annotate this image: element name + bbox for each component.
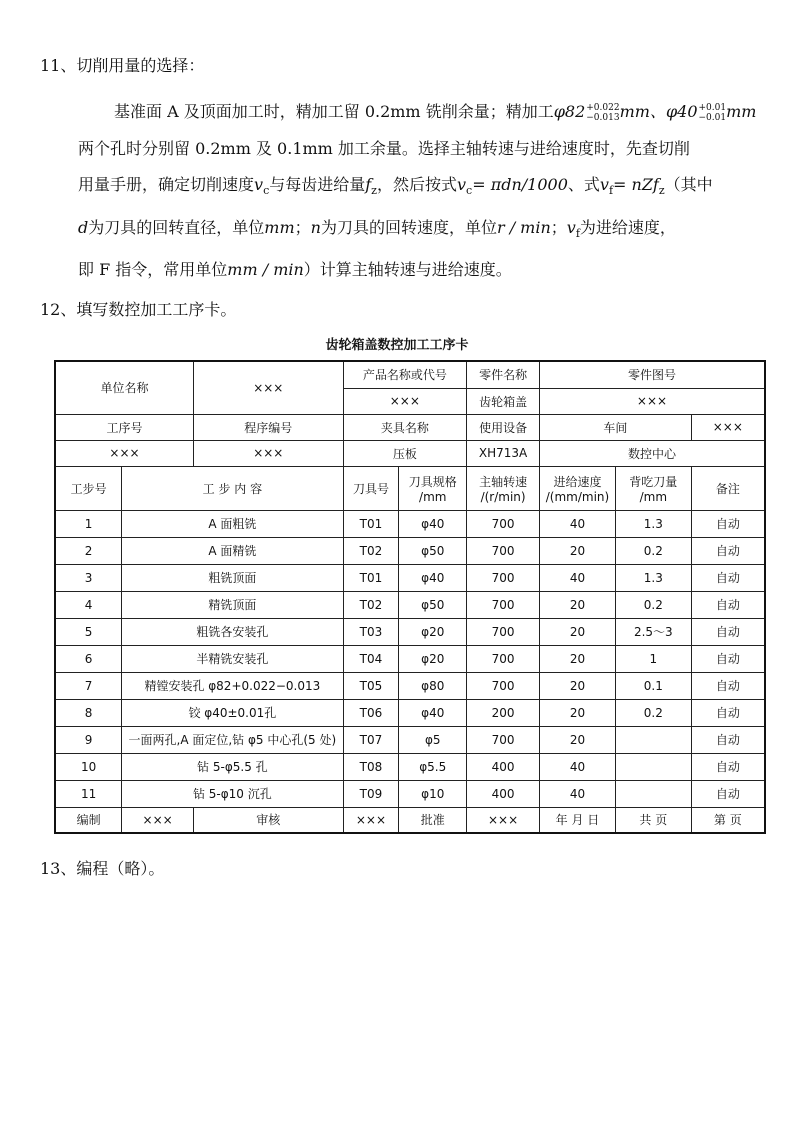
- editor-label: 编制: [55, 807, 122, 833]
- tool-spec-cell: φ50: [399, 591, 467, 618]
- formula-rest: = nZf: [613, 175, 659, 194]
- col-depth-label: 背吃刀量: [629, 474, 678, 489]
- reviewer-value: ×××: [343, 807, 399, 833]
- remark-cell: 自动: [691, 753, 765, 780]
- feed-rate-cell: 40: [540, 564, 616, 591]
- product-value: ×××: [343, 388, 467, 414]
- subscript: f: [575, 226, 580, 240]
- feed-rate-cell: 40: [540, 780, 616, 807]
- unit-name-label: 单位名称: [55, 361, 194, 414]
- symbol-vc: v: [254, 175, 264, 194]
- depth-of-cut-cell: 1.3: [615, 510, 691, 537]
- feed-rate-cell: 20: [540, 726, 616, 753]
- tool-no-cell: T02: [343, 591, 399, 618]
- col-spindle-label: 主轴转速: [479, 474, 528, 489]
- page-no: 第 页: [691, 807, 765, 833]
- step-row: [55, 672, 765, 699]
- para-text: 即 F 指令，常用单位: [78, 260, 228, 280]
- depth-of-cut-cell: 0.2: [615, 591, 691, 618]
- depth-of-cut-cell: [615, 780, 691, 807]
- depth-of-cut-cell: 0.1: [615, 672, 691, 699]
- para-text: ；: [294, 217, 311, 237]
- step-no-cell: 3: [55, 564, 122, 591]
- tool-spec-cell: φ5.5: [399, 753, 467, 780]
- editor-value: ×××: [122, 807, 194, 833]
- tool-spec-cell: φ50: [399, 537, 467, 564]
- col-feed-unit: /(mm/min): [545, 489, 610, 504]
- depth-of-cut-cell: [615, 753, 691, 780]
- feed-rate-cell: 40: [540, 753, 616, 780]
- feed-rate-cell: 20: [540, 645, 616, 672]
- tolerance-upper: +0.022: [586, 102, 620, 113]
- spindle-speed-cell: 700: [467, 591, 540, 618]
- col-depth: [615, 466, 691, 510]
- subscript: z: [658, 184, 665, 198]
- spindle-speed-cell: 700: [467, 726, 540, 753]
- step-no-cell: 10: [55, 753, 122, 780]
- para-text: 为刀具的回转速度，单位: [320, 217, 497, 237]
- depth-of-cut-cell: [615, 726, 691, 753]
- tool-no-cell: T03: [343, 618, 399, 645]
- step-no-cell: 6: [55, 645, 122, 672]
- date-cell: 年 月 日: [540, 807, 616, 833]
- diameter-82: φ82: [553, 102, 586, 121]
- para-line-1: [78, 94, 762, 131]
- spindle-speed-cell: 200: [467, 699, 540, 726]
- step-content-cell: 精铣顶面: [122, 591, 343, 618]
- process-card-table: [54, 360, 766, 834]
- step-row: [55, 645, 765, 672]
- col-spindle: [467, 466, 540, 510]
- remark-cell: 自动: [691, 699, 765, 726]
- step-content-cell: 精镗安装孔 φ82+0.022−0.013: [122, 672, 343, 699]
- drawing-no-label: 零件图号: [540, 361, 765, 388]
- step-row: [55, 537, 765, 564]
- formula-feed-rate: v: [599, 175, 609, 194]
- tool-no-cell: T07: [343, 726, 399, 753]
- subscript: c: [466, 184, 473, 198]
- para-line-5: [78, 252, 762, 289]
- equipment-value: XH713A: [467, 440, 540, 466]
- tool-spec-cell: φ40: [399, 510, 467, 537]
- col-step: 工步号: [55, 466, 122, 510]
- depth-of-cut-cell: 1.3: [615, 564, 691, 591]
- para-text: 与每齿进给量: [269, 175, 366, 194]
- program-no-value: ×××: [194, 440, 343, 466]
- remark-cell: 自动: [691, 672, 765, 699]
- para-text: 为进给速度，: [579, 217, 676, 237]
- step-row: [55, 564, 765, 591]
- unit-name-value: ×××: [194, 361, 343, 414]
- tool-no-cell: T01: [343, 564, 399, 591]
- tool-spec-cell: φ80: [399, 672, 467, 699]
- step-no-cell: 1: [55, 510, 122, 537]
- spindle-speed-cell: 700: [467, 645, 540, 672]
- para-text: ，然后按式: [376, 175, 457, 194]
- para-text: 为刀具的回转直径，单位: [88, 217, 265, 237]
- drawing-no-value: ×××: [540, 388, 765, 414]
- feed-rate-cell: 20: [540, 537, 616, 564]
- step-row: [55, 699, 765, 726]
- tolerance-lower: −0.01: [698, 112, 727, 123]
- unit-r-min: r / min: [496, 217, 551, 237]
- section-13-heading: 13、编程（略）。: [40, 859, 165, 878]
- workshop-value: ×××: [691, 414, 765, 440]
- step-content-cell: A 面精铣: [122, 537, 343, 564]
- tool-no-cell: T04: [343, 645, 399, 672]
- diameter-40: φ40: [665, 102, 698, 121]
- spindle-speed-cell: 700: [467, 510, 540, 537]
- remark-cell: 自动: [691, 645, 765, 672]
- remark-cell: 自动: [691, 510, 765, 537]
- para-text: ；: [550, 217, 567, 237]
- tool-no-cell: T09: [343, 780, 399, 807]
- step-content-cell: 粗铣各安装孔: [122, 618, 343, 645]
- approver-label: 批准: [399, 807, 467, 833]
- section-12-heading: 12、填写数控加工工序卡。: [40, 300, 237, 319]
- tool-spec-cell: φ20: [399, 618, 467, 645]
- col-content: 工 步 内 容: [122, 466, 343, 510]
- symbol-vf: v: [566, 217, 576, 237]
- remark-cell: 自动: [691, 537, 765, 564]
- tool-spec-cell: φ5: [399, 726, 467, 753]
- para-line-3: [78, 167, 762, 210]
- total-pages: 共 页: [615, 807, 691, 833]
- step-no-cell: 7: [55, 672, 122, 699]
- para-text: ）计算主轴转速与进给速度。: [303, 260, 512, 280]
- remark-cell: 自动: [691, 726, 765, 753]
- para-line-2: 两个孔时分别留 0.2mm 及 0.1mm 加工余量。选择主轴转速与进给速度时，先查切削: [78, 138, 690, 158]
- tolerance-82: [586, 103, 619, 123]
- col-spindle-unit: /(r/min): [480, 489, 526, 504]
- para-text: 、式: [567, 175, 600, 194]
- step-no-cell: 5: [55, 618, 122, 645]
- tolerance-lower: −0.013: [586, 112, 620, 123]
- tool-spec-cell: φ20: [399, 645, 467, 672]
- step-content-cell: 半精铣安装孔: [122, 645, 343, 672]
- fixture-value: 压板: [343, 440, 467, 466]
- workshop-center: 数控中心: [540, 440, 765, 466]
- spindle-speed-cell: 700: [467, 537, 540, 564]
- approver-value: ×××: [467, 807, 540, 833]
- step-row: [55, 726, 765, 753]
- part-name-value: 齿轮箱盖: [467, 388, 540, 414]
- step-content-cell: 钻 5-φ5.5 孔: [122, 753, 343, 780]
- equipment-label: 使用设备: [467, 414, 540, 440]
- col-tool-spec: [399, 466, 467, 510]
- table-title: 齿轮箱盖数控加工工序卡: [325, 338, 469, 353]
- remark-cell: 自动: [691, 618, 765, 645]
- step-content-cell: A 面粗铣: [122, 510, 343, 537]
- para-text: （其中: [664, 175, 713, 194]
- depth-of-cut-cell: 1: [615, 645, 691, 672]
- feed-rate-cell: 40: [540, 510, 616, 537]
- step-row: [55, 591, 765, 618]
- symbol-n: n: [310, 217, 321, 237]
- step-row: [55, 618, 765, 645]
- step-content-cell: 钻 5-φ10 沉孔: [122, 780, 343, 807]
- spindle-speed-cell: 700: [467, 618, 540, 645]
- symbol-d: d: [78, 217, 89, 237]
- depth-of-cut-cell: 0.2: [615, 699, 691, 726]
- tool-spec-cell: φ40: [399, 564, 467, 591]
- depth-of-cut-cell: 0.2: [615, 537, 691, 564]
- para-text: 基准面 A 及顶面加工时，精加工留 0.2mm 铣削余量；精加工: [114, 102, 554, 121]
- tool-spec-cell: φ40: [399, 699, 467, 726]
- step-rows: [55, 510, 765, 807]
- spindle-speed-cell: 700: [467, 672, 540, 699]
- col-tool-spec-label: 刀具规格: [408, 474, 457, 489]
- unit-mm: mm: [264, 217, 295, 237]
- step-row: [55, 753, 765, 780]
- para-text: 用量手册，确定切削速度: [78, 175, 255, 194]
- formula-cutting-speed: v: [456, 175, 467, 194]
- remark-cell: 自动: [691, 780, 765, 807]
- tool-no-cell: T01: [343, 510, 399, 537]
- tool-no-cell: T02: [343, 537, 399, 564]
- program-no-label: 程序编号: [194, 414, 343, 440]
- col-remark: 备注: [691, 466, 765, 510]
- tool-spec-cell: φ10: [399, 780, 467, 807]
- tool-no-cell: T06: [343, 699, 399, 726]
- step-no-cell: 4: [55, 591, 122, 618]
- process-no-label: 工序号: [55, 414, 194, 440]
- remark-cell: 自动: [691, 564, 765, 591]
- step-row: [55, 780, 765, 807]
- step-no-cell: 2: [55, 537, 122, 564]
- step-content-cell: 一面两孔,A 面定位,钻 φ5 中心孔(5 处): [122, 726, 343, 753]
- col-tool-no: 刀具号: [343, 466, 399, 510]
- formula-rest: = πdn/1000: [472, 175, 568, 194]
- spindle-speed-cell: 400: [467, 753, 540, 780]
- feed-rate-cell: 20: [540, 672, 616, 699]
- tool-no-cell: T08: [343, 753, 399, 780]
- symbol-fz: f: [365, 175, 372, 194]
- tool-no-cell: T05: [343, 672, 399, 699]
- tolerance-40: [699, 103, 727, 123]
- step-content-cell: 铰 φ40±0.01孔: [122, 699, 343, 726]
- feed-rate-cell: 20: [540, 618, 616, 645]
- col-depth-unit: /mm: [639, 489, 668, 504]
- feed-rate-cell: 20: [540, 591, 616, 618]
- section-11-paragraph: [78, 94, 762, 289]
- step-row: [55, 510, 765, 537]
- reviewer-label: 审核: [194, 807, 343, 833]
- spindle-speed-cell: 400: [467, 780, 540, 807]
- para-line-4: [78, 210, 762, 253]
- step-no-cell: 8: [55, 699, 122, 726]
- unit-mm: mm: [726, 102, 757, 121]
- product-label: 产品名称或代号: [343, 361, 467, 388]
- step-no-cell: 11: [55, 780, 122, 807]
- part-name-label: 零件名称: [467, 361, 540, 388]
- tolerance-upper: +0.01: [698, 102, 727, 113]
- col-feed-label: 进给速度: [553, 474, 602, 489]
- subscript: z: [371, 184, 377, 198]
- workshop-label: 车间: [540, 414, 692, 440]
- subscript: c: [263, 184, 270, 198]
- col-feed: [540, 466, 616, 510]
- section-11-heading: 11、切削用量的选择：: [40, 56, 205, 75]
- col-tool-spec-unit: /mm: [419, 489, 447, 504]
- fixture-label: 夹具名称: [343, 414, 467, 440]
- process-no-value: ×××: [55, 440, 194, 466]
- step-content-cell: 粗铣顶面: [122, 564, 343, 591]
- subscript: f: [608, 184, 614, 198]
- remark-cell: 自动: [691, 591, 765, 618]
- spindle-speed-cell: 700: [467, 564, 540, 591]
- unit-mm: mm、: [619, 102, 666, 121]
- feed-rate-cell: 20: [540, 699, 616, 726]
- unit-mm-min: mm / min: [227, 260, 304, 280]
- step-no-cell: 9: [55, 726, 122, 753]
- depth-of-cut-cell: 2.5～3: [615, 618, 691, 645]
